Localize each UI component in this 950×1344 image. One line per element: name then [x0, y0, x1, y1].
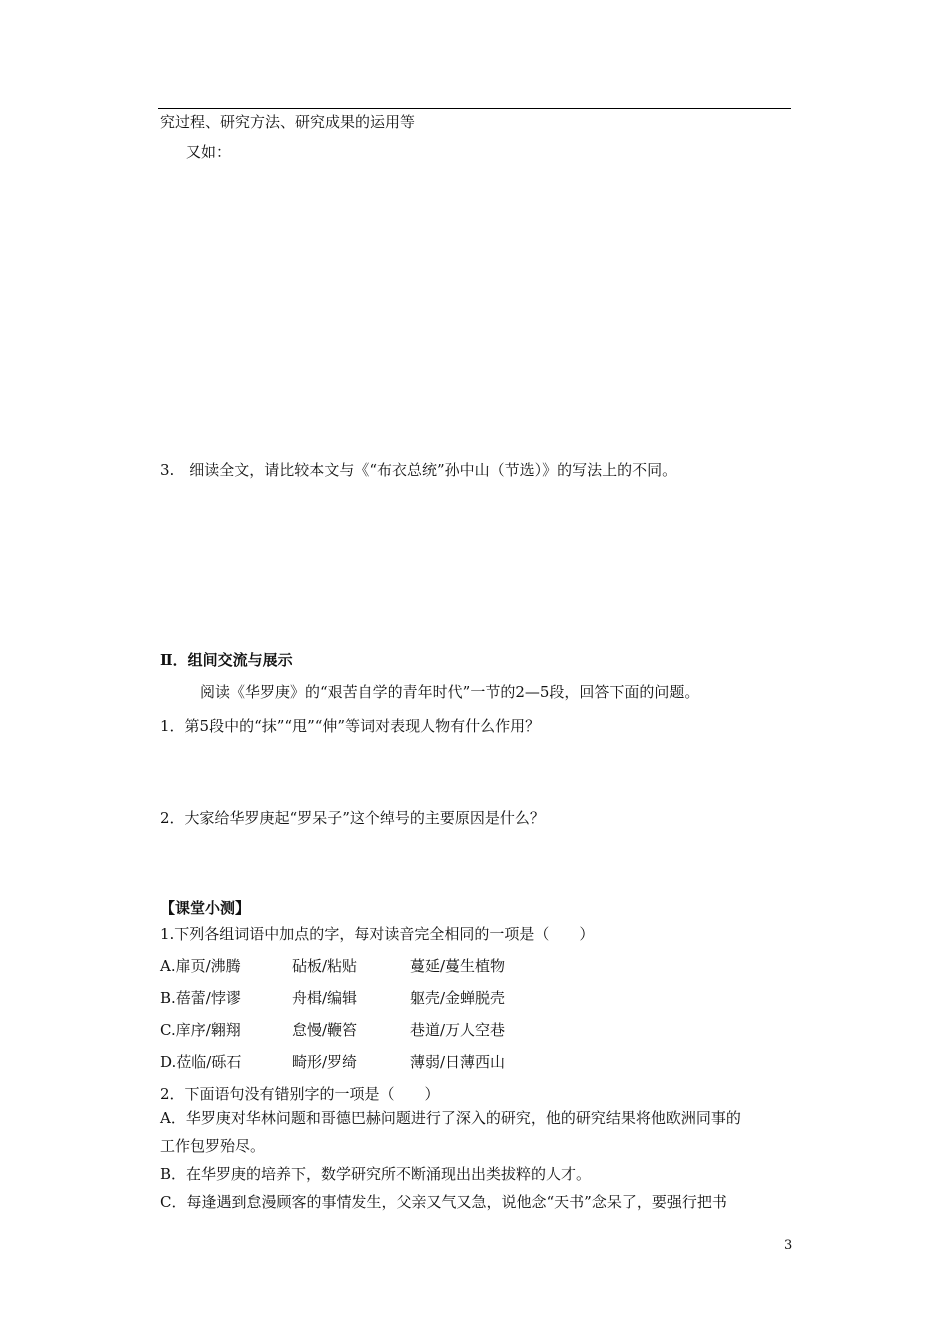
section-title: Ⅱ．组间交流与展示	[160, 651, 293, 669]
option-row-a	[160, 956, 580, 978]
quiz-option-c: C．每逢遇到怠漫顾客的事情发生，父亲又气又急，说他念“天书”念呆了，要强行把书	[160, 1193, 727, 1211]
quiz-title: 【课堂小测】	[160, 899, 251, 917]
page-number: 3	[784, 1238, 793, 1253]
option-row-b	[160, 988, 580, 1010]
quiz-question-1: 1.下列各组词语中加点的字，每对读音完全相同的一项是（ ）	[160, 925, 595, 943]
question-3: 3. 细读全文，请比较本文与《“布衣总统”孙中山（节选）》的写法上的不同。	[160, 461, 678, 479]
option-b-col1: B.蓓蕾/悖谬	[160, 989, 241, 1007]
quiz-question-2: 2．下面语句没有错别字的一项是（ ）	[160, 1085, 440, 1103]
section-question-1: 1．第5段中的“抹”“甩”“伸”等词对表现人物有什么作用？	[160, 717, 541, 735]
option-row-d	[160, 1052, 580, 1074]
option-c-col3: 巷道/万人空巷	[410, 1021, 506, 1039]
option-d-col2: 畸形/罗绮	[292, 1053, 358, 1071]
option-d-col1: D.莅临/砾石	[160, 1053, 242, 1071]
header-rule	[158, 108, 791, 109]
option-a-col2: 砧板/粘贴	[292, 957, 358, 975]
quiz-option-b: B．在华罗庚的培养下，数学研究所不断涌现出出类拔粹的人才。	[160, 1165, 592, 1183]
option-a-col3: 蔓延/蔓生植物	[410, 957, 506, 975]
option-d-col3: 薄弱/日薄西山	[410, 1053, 506, 1071]
header-text: 究过程、研究方法、研究成果的运用等	[160, 113, 416, 131]
option-c-col1: C.庠序/翱翔	[160, 1021, 241, 1039]
section-intro: 阅读《华罗庚》的“艰苦自学的青年时代”一节的2—5段，回答下面的问题。	[200, 683, 700, 701]
option-a-col1: A.扉页/沸腾	[160, 957, 241, 975]
option-b-col3: 躯壳/金蝉脱壳	[410, 989, 506, 1007]
option-b-col2: 舟楫/编辑	[292, 989, 358, 1007]
option-row-c	[160, 1020, 580, 1042]
option-c-col2: 怠慢/鞭笞	[292, 1021, 358, 1039]
example-label: 又如：	[186, 143, 232, 161]
quiz-option-a-line2: 工作包罗殆尽。	[160, 1137, 266, 1155]
quiz-option-a-line1: A．华罗庚对华林问题和哥德巴赫问题进行了深入的研究，他的研究结果将他欧洲同事的	[160, 1109, 741, 1127]
section-question-2: 2．大家给华罗庚起“罗呆子”这个绰号的主要原因是什么？	[160, 809, 545, 827]
